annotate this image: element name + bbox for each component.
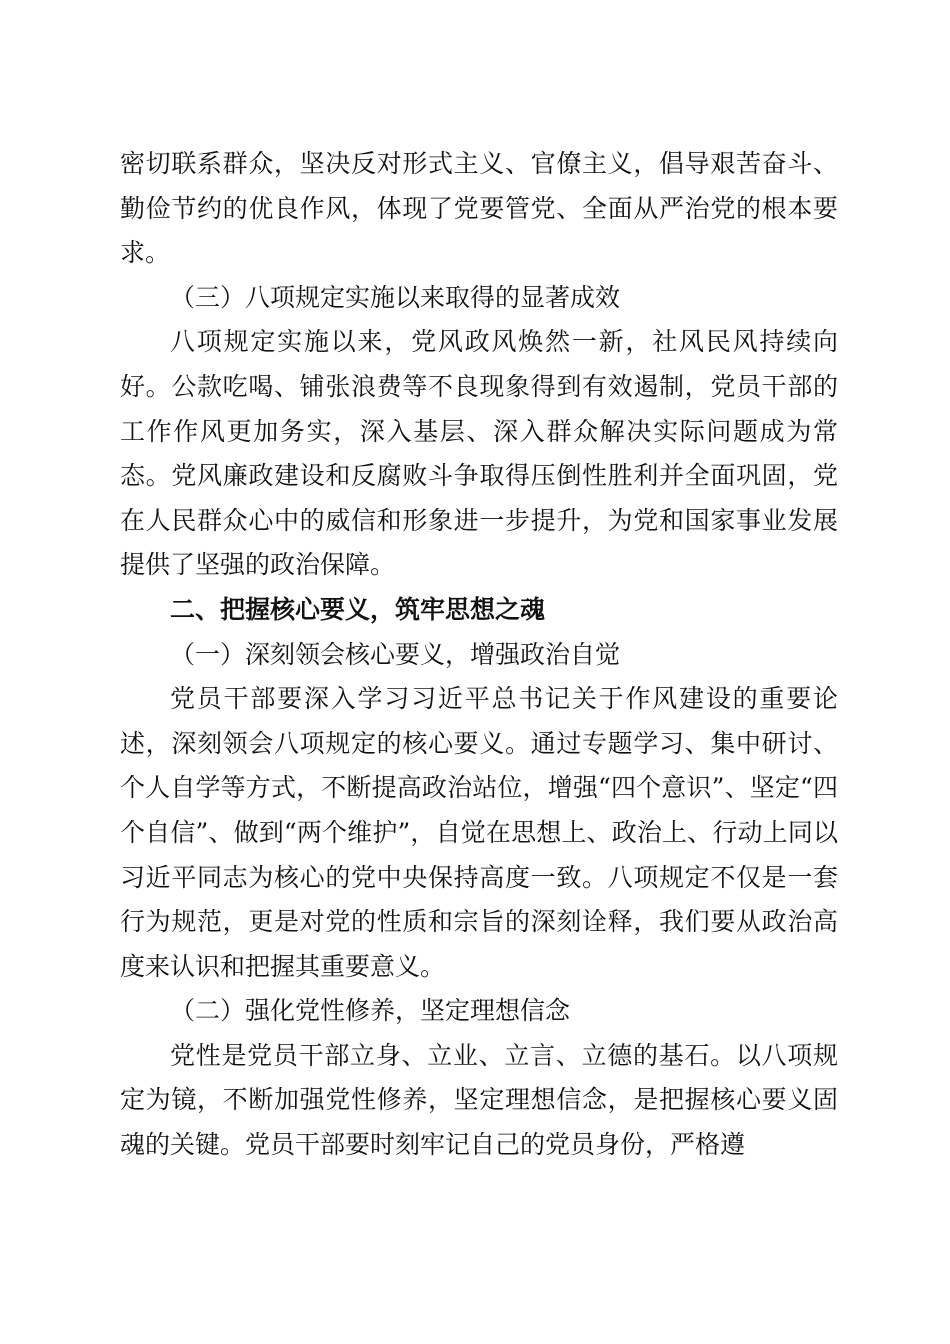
subheading-one: （一）深刻领会核心要义，增强政治自觉	[170, 639, 621, 669]
section-heading-two: 二、把握核心要义，筑牢思想之魂	[170, 594, 546, 624]
paragraph-party-spirit: 党性是党员干部立身、立业、立言、立德的基石。以八项规定为镜，不断加强党性修养，坚定理想信念，是把握核心要义固魂的关键。党员干部要时刻牢记自己的党员身份，严格遵	[120, 1040, 838, 1160]
subheading-two: （二）强化党性修养，坚定理想信念	[170, 996, 571, 1026]
subheading-three: （三）八项规定实施以来取得的显著成效	[170, 282, 621, 312]
paragraph-continued: 密切联系群众，坚决反对形式主义、官僚主义，倡导艰苦奋斗、勤俭节约的优良作风，体现了党要管党、全面从严治党的根本要求。	[120, 149, 838, 268]
document-body	[120, 142, 838, 1168]
paragraph-core-requirements: 党员干部要深入学习习近平总书记关于作风建设的重要论述，深刻领会八项规定的核心要义。通过专题学习、集中研讨、个人自学等方式，不断提高政治站位，增强“四个意识”、坚定“四个自信”、做到“两个维护”，自觉在思想上、政治上、行动上同以习近平同志为核心的党中央保持高度一致。八项规定不仅是一套行为规范，更是对党的性质和宗旨的深刻诠释，我们要从政治高度来认识和把握其重要意义。	[120, 684, 838, 981]
paragraph-achievements: 八项规定实施以来，党风政风焕然一新，社风民风持续向好。公款吃喝、铺张浪费等不良现象得到有效遏制，党员干部的工作作风更加务实，深入基层、深入群众解决实际问题成为常态。党风廉政建设和反腐败斗争取得压倒性胜利并全面巩固，党在人民群众心中的威信和形象进一步提升，为党和国家事业发展提供了坚强的政治保障。	[120, 327, 838, 580]
